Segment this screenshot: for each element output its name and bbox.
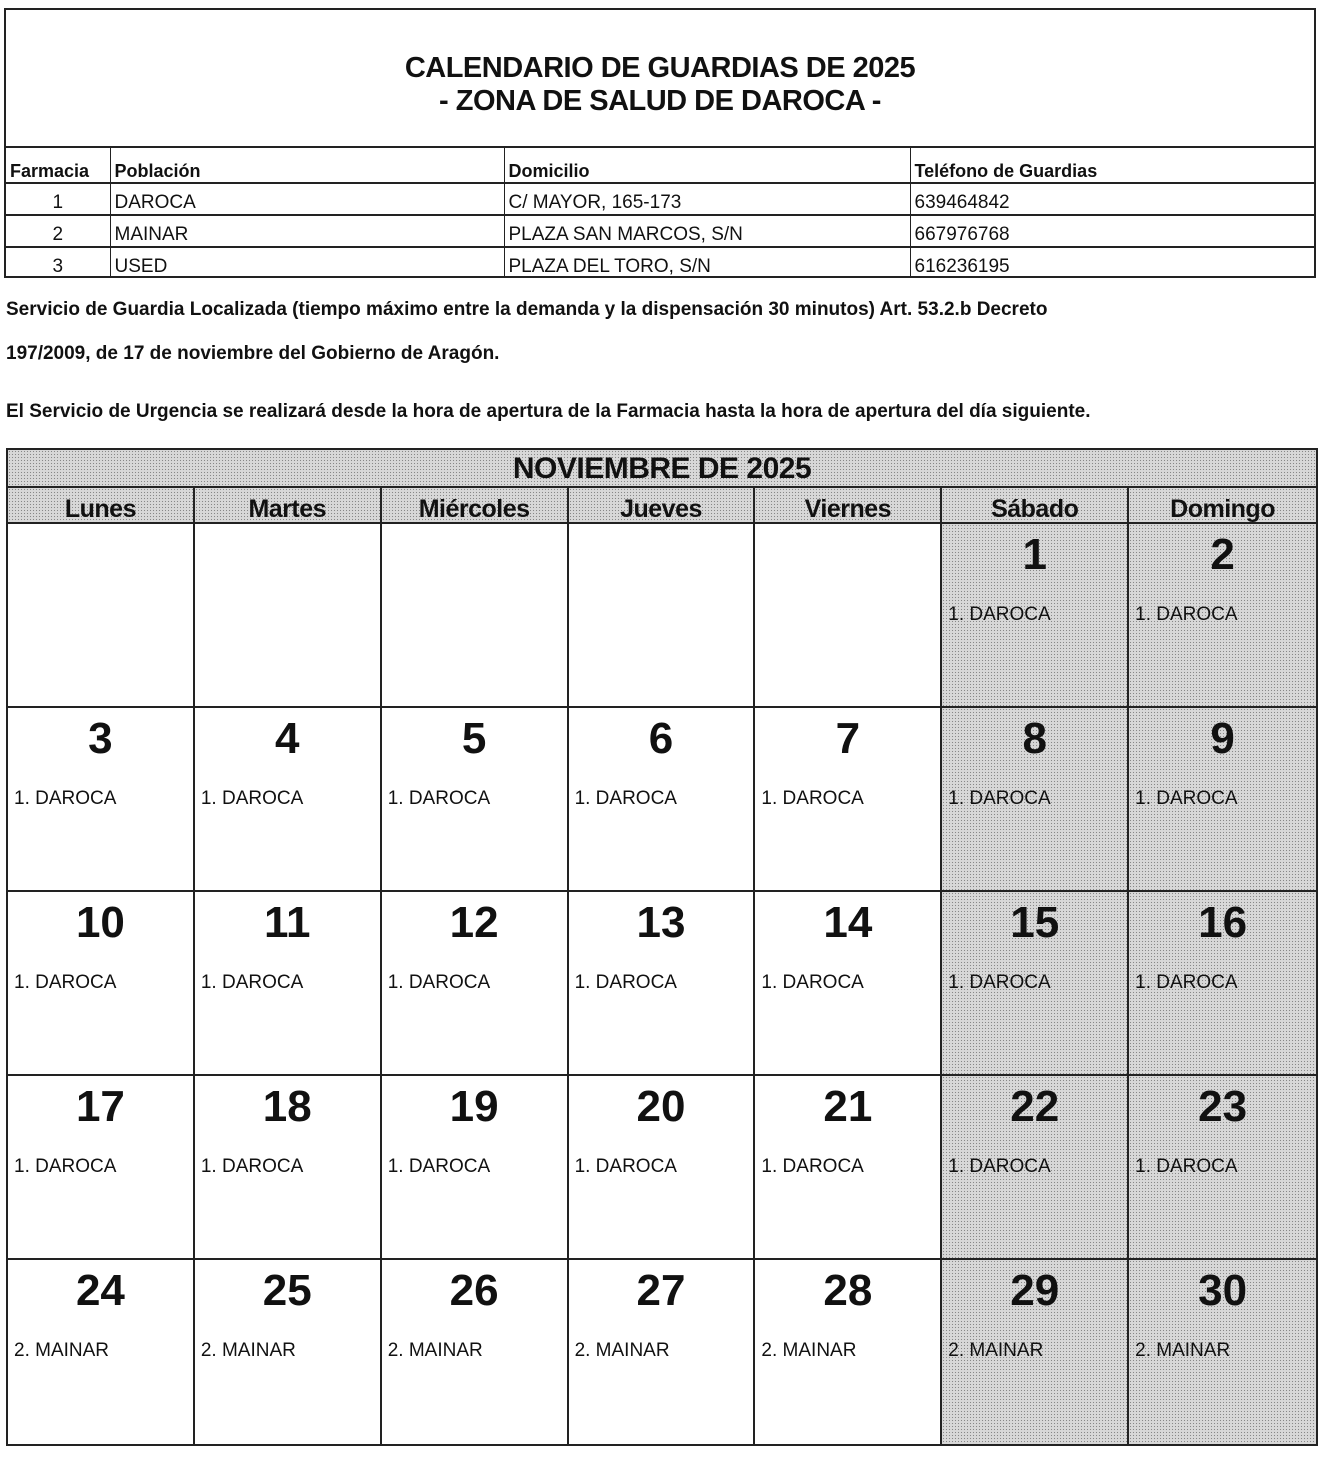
pharmacy-town: USED [110,247,504,278]
note-line-1: Servicio de Guardia Localizada (tiempo máximo entre la demanda y la dispensación 30 minutos) Art. 53.2.b Decreto [6,299,1048,320]
on-duty-pharmacy: 1. DAROCA [574,972,677,993]
calendar-day-cell [8,1260,195,1444]
calendar-day-cell [942,1260,1129,1444]
calendar-day-cell [8,1076,195,1260]
on-duty-pharmacy: 1. DAROCA [948,972,1051,993]
on-duty-pharmacy: 1. DAROCA [387,788,491,809]
pharmacy-address: PLAZA DEL TORO, S/N [504,247,910,278]
calendar-day-cell [195,1260,382,1444]
pharmacy-address: PLAZA SAN MARCOS, S/N [504,215,910,247]
day-number: 11 [264,898,311,947]
on-duty-pharmacy: 1. DAROCA [14,972,117,993]
on-duty-pharmacy: 1. DAROCA [200,1156,304,1177]
day-number: 30 [1198,1266,1248,1315]
on-duty-pharmacy: 1. DAROCA [948,788,1051,809]
calendar-day-cell [569,1260,756,1444]
calendar-day-cell [755,1260,942,1444]
day-number: 22 [1010,1082,1060,1131]
day-number: 2 [1210,530,1235,579]
on-duty-pharmacy: 1. DAROCA [387,972,491,993]
col-domicilio: Domicilio [504,147,910,183]
calendar [6,448,1318,1446]
day-number: 16 [1198,898,1248,947]
weekday-header: Martes [195,488,382,524]
day-number: 24 [75,1266,125,1315]
day-number: 21 [823,1082,873,1131]
calendar-day-cell [195,1076,382,1260]
calendar-day-cell [755,892,942,1076]
on-duty-pharmacy: 1. DAROCA [574,1156,677,1177]
day-number: 8 [1022,714,1047,763]
weekday-header: Sábado [942,488,1129,524]
calendar-day-cell [942,1076,1129,1260]
table-row [6,215,1314,247]
note-line-2: 197/2009, de 17 de noviembre del Gobierno de Aragón. [6,343,500,364]
on-duty-pharmacy: 2. MAINAR [387,1340,483,1361]
day-number: 14 [823,898,873,947]
weekday-header: Jueves [569,488,756,524]
on-duty-pharmacy: 1. DAROCA [14,1156,117,1177]
day-number: 28 [823,1266,873,1315]
day-number: 17 [75,1082,125,1131]
calendar-day-cell [1129,1260,1316,1444]
col-farmacia: Farmacia [6,147,110,183]
day-number: 15 [1010,898,1060,947]
day-number: 5 [461,714,487,763]
calendar-day-cell [382,892,569,1076]
on-duty-pharmacy: 2. MAINAR [200,1340,296,1361]
on-duty-pharmacy: 1. DAROCA [948,604,1051,625]
day-number: 20 [636,1082,686,1131]
day-number: 1 [1022,530,1047,579]
calendar-empty-cell [195,524,382,708]
on-duty-pharmacy: 1. DAROCA [1135,972,1238,993]
calendar-day-cell [942,708,1129,892]
calendar-day-cell [755,708,942,892]
calendar-day-cell [382,1260,569,1444]
day-number: 19 [449,1082,499,1131]
day-number: 13 [636,898,686,947]
calendar-grid [8,524,1316,1444]
on-duty-pharmacy: 2. MAINAR [14,1340,110,1361]
on-duty-pharmacy: 1. DAROCA [387,1156,491,1177]
day-number: 4 [275,714,300,763]
day-number: 26 [449,1266,499,1315]
day-number: 18 [262,1082,312,1131]
calendar-day-cell [569,1076,756,1260]
on-duty-pharmacy: 1. DAROCA [761,788,864,809]
table-row [6,183,1314,215]
day-number: 3 [88,714,113,763]
calendar-day-cell [195,708,382,892]
day-number: 12 [449,898,499,947]
day-number: 29 [1010,1266,1060,1315]
day-number: 7 [835,714,861,763]
on-duty-pharmacy: 1. DAROCA [948,1156,1051,1177]
day-number: 23 [1198,1082,1248,1131]
on-duty-pharmacy: 1. DAROCA [1135,604,1238,625]
title-line-2: - ZONA DE SALUD DE DAROCA - [439,85,881,117]
calendar-day-cell [942,524,1129,708]
pharmacy-phone: 667976768 [910,215,1314,247]
on-duty-pharmacy: 1. DAROCA [1135,788,1238,809]
on-duty-pharmacy: 2. MAINAR [948,1340,1044,1361]
weekday-header-row [8,488,1316,524]
day-number: 10 [75,898,125,947]
calendar-day-cell [8,892,195,1076]
pharmacy-number: 1 [6,183,110,215]
on-duty-pharmacy: 2. MAINAR [574,1340,670,1361]
calendar-day-cell [569,708,756,892]
calendar-day-cell [1129,892,1316,1076]
weekday-header: Domingo [1129,488,1316,524]
on-duty-pharmacy: 1. DAROCA [14,788,117,809]
on-duty-pharmacy: 2. MAINAR [1135,1340,1231,1361]
calendar-empty-cell [569,524,756,708]
pharmacy-table-header [6,147,1314,183]
on-duty-pharmacy: 1. DAROCA [761,972,864,993]
calendar-day-cell [195,892,382,1076]
on-duty-pharmacy: 1. DAROCA [1135,1156,1238,1177]
header-box [4,8,1316,278]
col-telefono: Teléfono de Guardias [910,147,1314,183]
day-number: 9 [1210,714,1235,763]
calendar-day-cell [755,1076,942,1260]
calendar-empty-cell [382,524,569,708]
calendar-day-cell [1129,1076,1316,1260]
calendar-day-cell [942,892,1129,1076]
pharmacy-phone: 639464842 [910,183,1314,215]
weekday-header: Viernes [755,488,942,524]
col-poblacion: Población [110,147,504,183]
on-duty-pharmacy: 1. DAROCA [574,788,677,809]
pharmacy-number: 2 [6,215,110,247]
day-number: 27 [636,1266,686,1315]
on-duty-pharmacy: 1. DAROCA [761,1156,864,1177]
on-duty-pharmacy: 1. DAROCA [200,972,304,993]
day-number: 25 [262,1266,312,1315]
pharmacy-address: C/ MAYOR, 165-173 [504,183,910,215]
calendar-empty-cell [8,524,195,708]
pharmacy-phone: 616236195 [910,247,1314,278]
calendar-day-cell [1129,708,1316,892]
day-number: 6 [648,714,674,763]
weekday-header: Lunes [8,488,195,524]
pharmacy-town: DAROCA [110,183,504,215]
page-title [6,52,1314,118]
pharmacy-table [6,146,1314,278]
pharmacy-town: MAINAR [110,215,504,247]
month-title: NOVIEMBRE DE 2025 [8,450,1316,488]
calendar-day-cell [382,708,569,892]
note-guard-service [6,288,1322,376]
title-line-1: CALENDARIO DE GUARDIAS DE 2025 [404,52,916,84]
weekday-header: Miércoles [382,488,569,524]
table-row [6,247,1314,278]
calendar-empty-cell [755,524,942,708]
calendar-day-cell [1129,524,1316,708]
pharmacy-number: 3 [6,247,110,278]
on-duty-pharmacy: 1. DAROCA [200,788,304,809]
on-duty-pharmacy: 2. MAINAR [761,1340,857,1361]
note-urgency-service: El Servicio de Urgencia se realizará desde la hora de apertura de la Farmacia hasta la hora de apertura del día siguiente. [6,401,1091,422]
calendar-day-cell [382,1076,569,1260]
calendar-day-cell [8,708,195,892]
calendar-day-cell [569,892,756,1076]
